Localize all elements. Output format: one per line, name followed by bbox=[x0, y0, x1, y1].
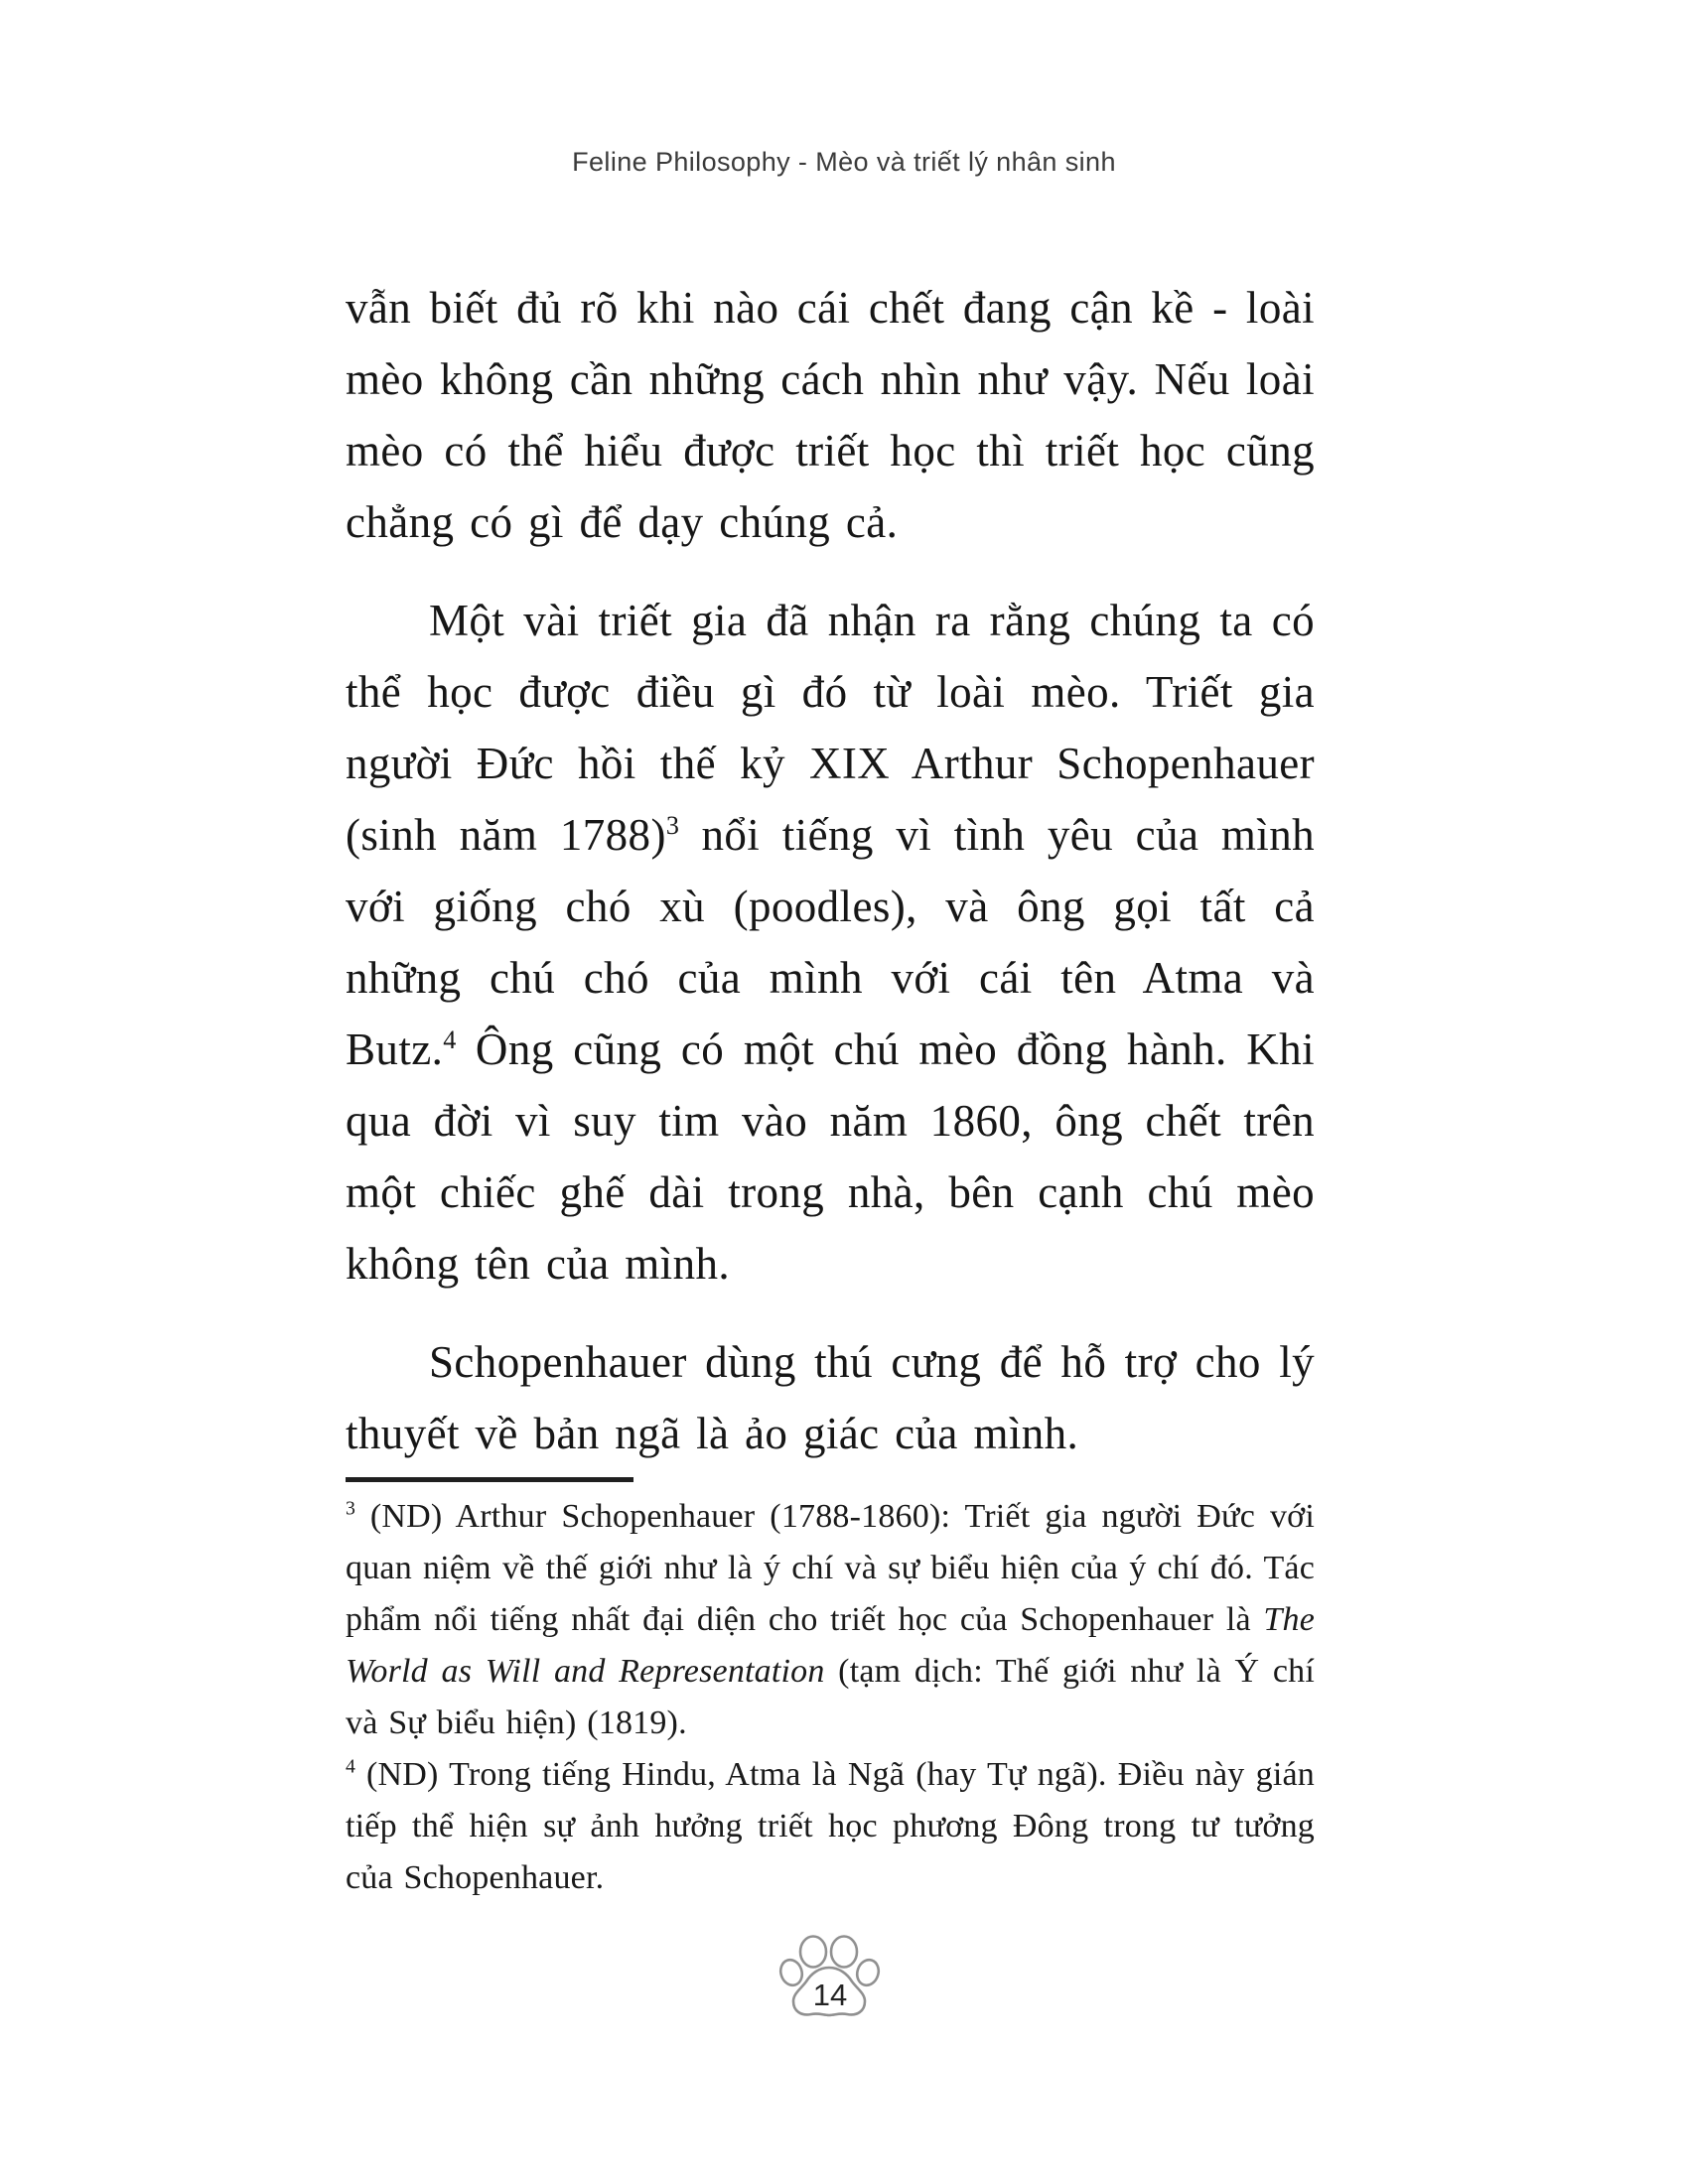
footnote-3-text: (ND) Arthur Schopenhauer (1788-1860): Triết gia người Đức với quan niệm về thế giới như là ý chí và sự biểu hiện của ý chí đó. Tác phẩm nổi tiếng nhất đại diện cho triết học của Schopenhauer là bbox=[346, 1498, 1315, 1638]
paragraph-2 bbox=[346, 585, 1315, 1299]
footnote-4-text: (ND) Trong tiếng Hindu, Atma là Ngã (hay Tự ngã). Điều này gián tiếp thể hiện sự ảnh hưởng triết học phương Đông trong tư tưởng của Schopenhauer. bbox=[346, 1756, 1315, 1896]
footnote-3 bbox=[346, 1491, 1315, 1749]
footnote-3-marker: 3 bbox=[346, 1497, 355, 1520]
paragraph-3: Schopenhauer dùng thú cưng để hỗ trợ cho lý thuyết về bản ngã là ảo giác của mình. bbox=[346, 1337, 1315, 1458]
footnotes-block bbox=[346, 1491, 1315, 1904]
footnote-3-text: (tạm dịch: Thế giới như là Ý chí và Sự biểu hiện) (1819). bbox=[346, 1653, 1315, 1741]
footnote-4-marker: 4 bbox=[346, 1755, 355, 1778]
paragraph-1: vẫn biết đủ rõ khi nào cái chết đang cận kề - loài mèo không cần những cách nhìn như vậy. Nếu loài mèo có thể hiểu được triết học thì triết học cũng chẳng có gì để dạy chúng cả. bbox=[346, 283, 1315, 547]
paw-toe-midleft-icon bbox=[800, 1937, 826, 1968]
paragraph-2-text: Ông cũng có một chú mèo đồng hành. Khi qua đời vì suy tim vào năm 1860, ông chết trên một chiếc ghế dài trong nhà, bên cạnh chú mèo không tên của mình. bbox=[346, 1024, 1315, 1289]
footnote-ref-3: 3 bbox=[665, 811, 679, 840]
footnote-3-book-title: The World as Will and Representation bbox=[346, 1601, 1315, 1690]
page-number: 14 bbox=[812, 1978, 848, 2012]
page-content bbox=[346, 272, 1315, 1904]
page-number-paw bbox=[778, 1934, 882, 2025]
running-header: Feline Philosophy - Mèo và triết lý nhân sinh bbox=[572, 147, 1116, 177]
footnote-ref-4: 4 bbox=[443, 1025, 457, 1054]
paragraph-2-text: Một vài triết gia đã nhận ra rằng chúng ta có thể học được điều gì đó từ loài mèo. Triết gia người Đức hồi thế kỷ XIX Arthur Schopenhauer (sinh năm 1788) bbox=[346, 596, 1315, 860]
paw-toe-midright-icon bbox=[831, 1937, 857, 1968]
footnote-4 bbox=[346, 1749, 1315, 1904]
paragraph-2-text: nổi tiếng vì tình yêu của mình với giống chó xù (poodles), và ông gọi tất cả những chú chó của mình với cái tên Atma và Butz. bbox=[346, 810, 1316, 1074]
footnote-separator bbox=[346, 1477, 633, 1482]
